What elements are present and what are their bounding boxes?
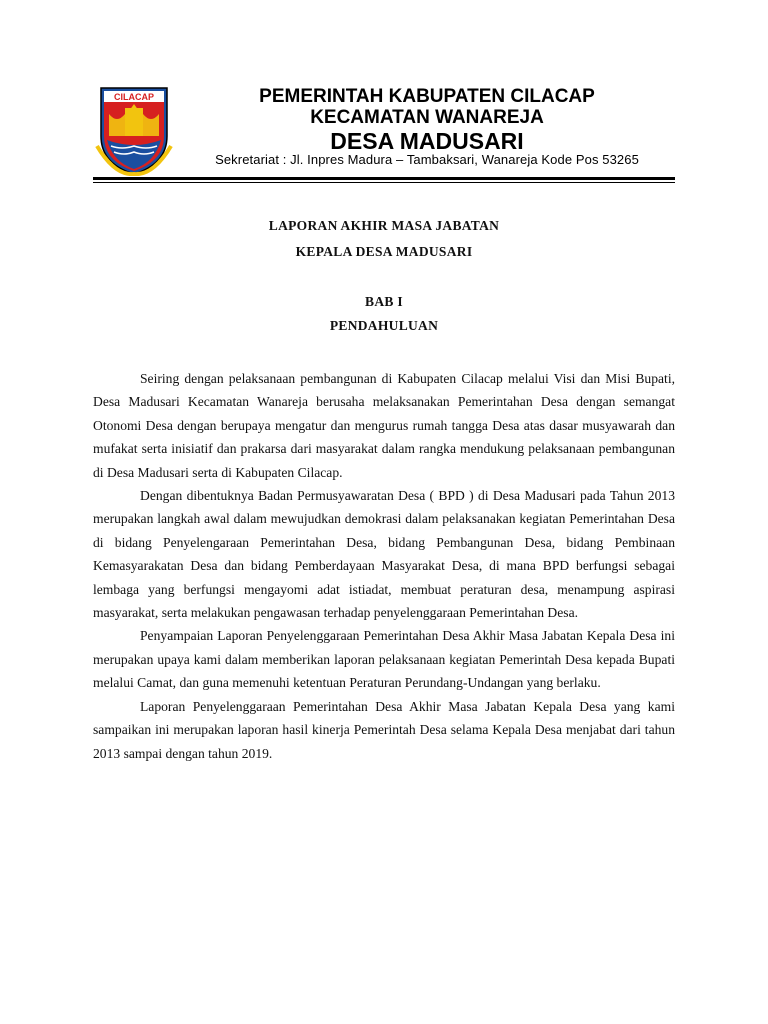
paragraph: Penyampaian Laporan Penyelenggaraan Pemerintahan Desa Akhir Masa Jabatan Kepala Desa ini merupakan upaya kami dalam memberikan laporan pelaksanaan kegiatan Pemerintah Desa kepada Bupati melalui Camat, dan guna memenuhi ketentuan Peraturan Perundang-Undangan yang berlaku. — [93, 628, 675, 691]
secretariat-address: Sekretariat : Jl. Inpres Madura – Tambaksari, Wanareja Kode Pos 53265 — [215, 152, 639, 167]
emblem-label: CILACAP — [114, 92, 154, 102]
report-subtitle: KEPALA DESA MADUSARI — [295, 244, 473, 259]
letterhead-rule-thin — [93, 182, 675, 183]
cilacap-emblem-icon — [95, 84, 173, 176]
paragraph: Dengan dibentuknya Badan Permusyawaratan Desa ( BPD ) di Desa Madusari pada Tahun 2013 merupakan langkah awal dalam mewujudkan demokrasi dalam pelaksanakan kegiatan Pemerintahan Desa di bidang Penyelengaraan Pemerintahan Desa, bidang Pembangunan Desa, bidang Pembinaan Kemasyarakatan Desa dan bidang Pemberdayaan Masyarakat Desa, di mana BPD berfungsi sebagai lembaga yang berfungsi mengayomi adat istiadat, membuat peraturan desa, menampung aspirasi masyarakat, serta melakukan pengawasan terhadap penyelenggaraan Pemerintahan Desa. — [93, 488, 675, 621]
paragraph: Seiring dengan pelaksanaan pembangunan di Kabupaten Cilacap melalui Visi dan Misi Bupati, Desa Madusari Kecamatan Wanareja berusaha melaksanakan Pemerintahan Desa dengan semangat Otonomi Desa dengan berupaya mengatur dan mengurus rumah tangga Desa atas dasar musyawarah dan mufakat serta inisiatif dan prakarsa dari masyarakat dalam rangka mendukung pelaksanaan pembangunan di Desa Madusari serta di Kabupaten Cilacap. — [93, 371, 675, 480]
district-name: KECAMATAN WANAREJA — [310, 107, 544, 128]
paragraph: Laporan Penyelenggaraan Pemerintahan Desa Akhir Masa Jabatan Kepala Desa yang kami sampaikan ini merupakan laporan hasil kinerja Pemerintah Desa selama Kepala Desa menjabat dari tahun 2013 sampai dengan tahun 2019. — [93, 698, 675, 761]
village-name: DESA MADUSARI — [330, 128, 524, 154]
report-title: LAPORAN AKHIR MASA JABATAN — [268, 218, 500, 233]
letterhead — [93, 84, 675, 184]
letterhead-rule-thick — [93, 177, 675, 180]
chapter-number: BAB I — [365, 294, 403, 309]
chapter-title: PENDAHULUAN — [329, 318, 439, 333]
report-body — [93, 367, 675, 765]
regency-name: PEMERINTAH KABUPATEN CILACAP — [259, 86, 595, 107]
